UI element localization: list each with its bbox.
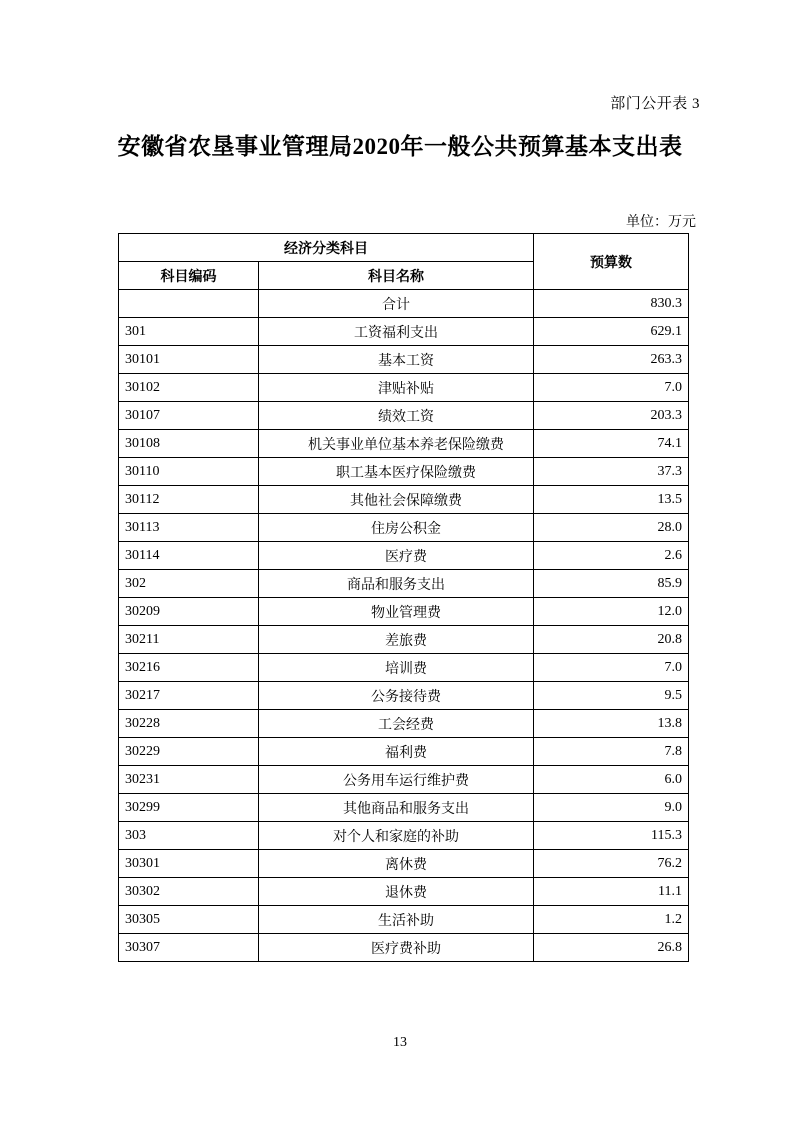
column-header-code: 科目编码 — [119, 262, 259, 290]
cell-name: 其他商品和服务支出 — [259, 794, 534, 822]
table-row — [119, 682, 689, 710]
cell-name: 差旅费 — [259, 626, 534, 654]
cell-value: 629.1 — [534, 318, 689, 346]
cell-name: 绩效工资 — [259, 402, 534, 430]
cell-value: 830.3 — [534, 290, 689, 318]
cell-code: 30217 — [119, 682, 259, 710]
cell-name: 对个人和家庭的补助 — [259, 822, 534, 850]
table-header-row-group — [119, 234, 689, 262]
table-row — [119, 850, 689, 878]
table-header — [119, 234, 689, 290]
cell-name: 公务接待费 — [259, 682, 534, 710]
table-row — [119, 878, 689, 906]
column-header-value: 预算数 — [534, 234, 689, 290]
table-row — [119, 738, 689, 766]
table-row — [119, 766, 689, 794]
cell-name: 合计 — [259, 290, 534, 318]
cell-code: 30216 — [119, 654, 259, 682]
table-row — [119, 710, 689, 738]
cell-name: 退休费 — [259, 878, 534, 906]
cell-name: 基本工资 — [259, 346, 534, 374]
cell-value: 13.8 — [534, 710, 689, 738]
cell-name: 公务用车运行维护费 — [259, 766, 534, 794]
cell-code: 30110 — [119, 458, 259, 486]
table-row — [119, 486, 689, 514]
cell-value: 76.2 — [534, 850, 689, 878]
cell-name: 职工基本医疗保险缴费 — [259, 458, 534, 486]
cell-value: 203.3 — [534, 402, 689, 430]
cell-name: 医疗费 — [259, 542, 534, 570]
cell-code: 30228 — [119, 710, 259, 738]
table-row — [119, 290, 689, 318]
cell-code: 301 — [119, 318, 259, 346]
table-row — [119, 822, 689, 850]
cell-name: 商品和服务支出 — [259, 570, 534, 598]
cell-value: 9.0 — [534, 794, 689, 822]
cell-name: 机关事业单位基本养老保险缴费 — [259, 430, 534, 458]
cell-code: 30211 — [119, 626, 259, 654]
table-row — [119, 318, 689, 346]
cell-code: 30229 — [119, 738, 259, 766]
table-row — [119, 598, 689, 626]
page-number: 13 — [393, 1035, 407, 1050]
cell-name: 物业管理费 — [259, 598, 534, 626]
cell-value: 1.2 — [534, 906, 689, 934]
cell-name: 住房公积金 — [259, 514, 534, 542]
cell-name: 离休费 — [259, 850, 534, 878]
table-row — [119, 654, 689, 682]
cell-code: 30305 — [119, 906, 259, 934]
cell-code: 30113 — [119, 514, 259, 542]
cell-code: 302 — [119, 570, 259, 598]
cell-value: 7.0 — [534, 654, 689, 682]
cell-value: 7.8 — [534, 738, 689, 766]
cell-code: 30101 — [119, 346, 259, 374]
table-row — [119, 626, 689, 654]
cell-name: 生活补助 — [259, 906, 534, 934]
cell-value: 37.3 — [534, 458, 689, 486]
document-header-note: 部门公开表 3 — [610, 96, 700, 112]
cell-code: 30307 — [119, 934, 259, 962]
cell-value: 7.0 — [534, 374, 689, 402]
table-row — [119, 934, 689, 962]
cell-value: 20.8 — [534, 626, 689, 654]
cell-value: 9.5 — [534, 682, 689, 710]
cell-value: 6.0 — [534, 766, 689, 794]
cell-code: 30231 — [119, 766, 259, 794]
table-row — [119, 794, 689, 822]
table-row — [119, 374, 689, 402]
column-header-name: 科目名称 — [259, 262, 534, 290]
cell-name: 福利费 — [259, 738, 534, 766]
cell-value: 2.6 — [534, 542, 689, 570]
cell-value: 11.1 — [534, 878, 689, 906]
cell-code — [119, 290, 259, 318]
cell-value: 12.0 — [534, 598, 689, 626]
cell-name: 培训费 — [259, 654, 534, 682]
page-title: 安徽省农垦事业管理局2020年一般公共预算基本支出表 — [117, 134, 683, 159]
table-row — [119, 346, 689, 374]
column-group-header: 经济分类科目 — [119, 234, 534, 262]
cell-name: 医疗费补助 — [259, 934, 534, 962]
table-row — [119, 430, 689, 458]
cell-code: 30302 — [119, 878, 259, 906]
cell-value: 13.5 — [534, 486, 689, 514]
cell-name: 津贴补贴 — [259, 374, 534, 402]
table-body — [119, 290, 689, 962]
table-row — [119, 458, 689, 486]
table-row — [119, 514, 689, 542]
cell-name: 其他社会保障缴费 — [259, 486, 534, 514]
cell-code: 30114 — [119, 542, 259, 570]
cell-value: 263.3 — [534, 346, 689, 374]
table-row — [119, 906, 689, 934]
budget-table — [118, 233, 689, 962]
cell-code: 303 — [119, 822, 259, 850]
unit-label: 单位：万元 — [626, 215, 696, 230]
cell-value: 26.8 — [534, 934, 689, 962]
cell-code: 30107 — [119, 402, 259, 430]
cell-code: 30102 — [119, 374, 259, 402]
cell-code: 30299 — [119, 794, 259, 822]
table-row — [119, 542, 689, 570]
cell-value: 28.0 — [534, 514, 689, 542]
cell-value: 115.3 — [534, 822, 689, 850]
cell-name: 工会经费 — [259, 710, 534, 738]
table-row — [119, 570, 689, 598]
cell-code: 30209 — [119, 598, 259, 626]
cell-value: 85.9 — [534, 570, 689, 598]
cell-code: 30112 — [119, 486, 259, 514]
cell-code: 30108 — [119, 430, 259, 458]
table-row — [119, 402, 689, 430]
cell-value: 74.1 — [534, 430, 689, 458]
cell-code: 30301 — [119, 850, 259, 878]
cell-name: 工资福利支出 — [259, 318, 534, 346]
